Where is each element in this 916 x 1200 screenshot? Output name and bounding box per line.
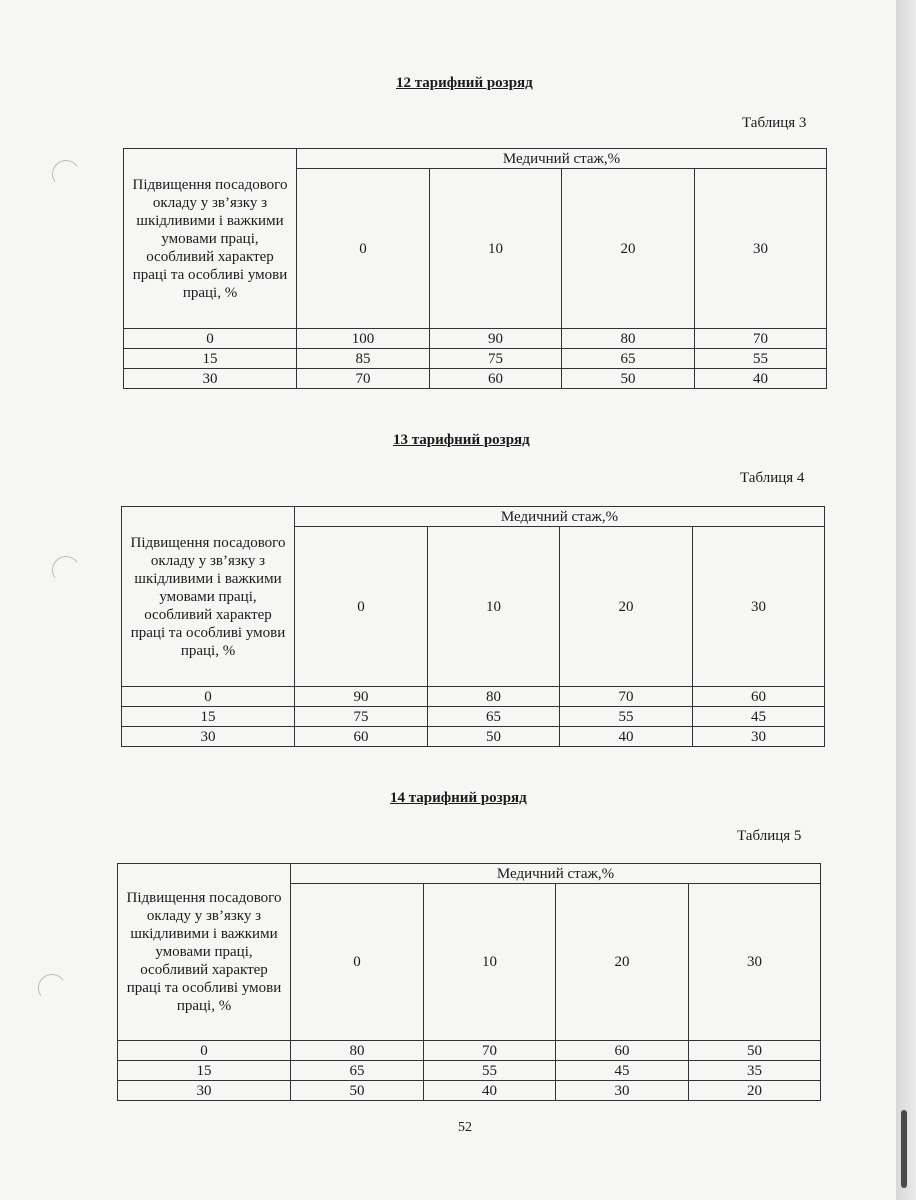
table-cell: 70 — [424, 1041, 556, 1061]
table-label: Таблиця 3 — [742, 115, 807, 131]
table-cell: 45 — [556, 1061, 689, 1081]
section-heading: 13 тарифний розряд — [393, 432, 530, 448]
row-label: 0 — [124, 329, 297, 349]
table-cell: 35 — [689, 1061, 821, 1081]
table-cell: 60 — [693, 687, 825, 707]
column-header: 30 — [689, 884, 821, 1041]
table-cell: 50 — [428, 727, 560, 747]
column-header: 20 — [562, 169, 695, 329]
table-cell: 20 — [689, 1081, 821, 1101]
table-cell: 40 — [695, 369, 827, 389]
table-cell: 55 — [695, 349, 827, 369]
table-cell: 50 — [689, 1041, 821, 1061]
table-label: Таблиця 4 — [740, 470, 805, 486]
table-cell: 65 — [291, 1061, 424, 1081]
table-cell: 45 — [693, 707, 825, 727]
table-cell: 50 — [562, 369, 695, 389]
table-cell: 40 — [560, 727, 693, 747]
table-cell: 55 — [424, 1061, 556, 1081]
column-header: 10 — [428, 527, 560, 687]
column-header: 0 — [295, 527, 428, 687]
row-header-cell: Підвищення посадового окладу у зв’язку з шкідливими і важкими умовами праці, особливий характер праці та особливі умови праці, % — [124, 149, 297, 329]
table-cell: 80 — [562, 329, 695, 349]
table-cell: 50 — [291, 1081, 424, 1101]
table-cell: 100 — [297, 329, 430, 349]
table-label: Таблиця 5 — [737, 828, 802, 844]
salary-table — [117, 863, 821, 1101]
section-heading: 12 тарифний розряд — [396, 75, 533, 91]
table-cell: 65 — [428, 707, 560, 727]
viewer-edge — [896, 0, 916, 1200]
row-header-cell: Підвищення посадового окладу у зв’язку з шкідливими і важкими умовами праці, особливий характер праці та особливі умови праці, % — [122, 507, 295, 687]
row-label: 0 — [122, 687, 295, 707]
row-label: 15 — [118, 1061, 291, 1081]
table-cell: 60 — [556, 1041, 689, 1061]
column-header: 0 — [291, 884, 424, 1041]
table-cell: 30 — [556, 1081, 689, 1101]
punch-hole — [36, 972, 68, 1004]
table-cell: 40 — [424, 1081, 556, 1101]
table-cell: 90 — [295, 687, 428, 707]
salary-table — [121, 506, 825, 747]
table-cell: 80 — [291, 1041, 424, 1061]
table-cell: 70 — [695, 329, 827, 349]
table-cell: 80 — [428, 687, 560, 707]
row-header-cell: Підвищення посадового окладу у зв’язку з шкідливими і важкими умовами праці, особливий характер праці та особливі умови праці, % — [118, 864, 291, 1041]
row-label: 0 — [118, 1041, 291, 1061]
row-label: 15 — [124, 349, 297, 369]
table-cell: 90 — [430, 329, 562, 349]
column-group-header: Медичний стаж,% — [291, 864, 821, 884]
column-group-header: Медичний стаж,% — [295, 507, 825, 527]
column-header: 20 — [560, 527, 693, 687]
column-header: 10 — [430, 169, 562, 329]
table-cell: 65 — [562, 349, 695, 369]
row-label: 30 — [124, 369, 297, 389]
table-cell: 30 — [693, 727, 825, 747]
row-label: 30 — [122, 727, 295, 747]
table-cell: 75 — [430, 349, 562, 369]
punch-hole — [50, 158, 82, 190]
table-cell: 70 — [297, 369, 430, 389]
table-cell: 70 — [560, 687, 693, 707]
row-label: 15 — [122, 707, 295, 727]
column-group-header: Медичний стаж,% — [297, 149, 827, 169]
row-label: 30 — [118, 1081, 291, 1101]
table-cell: 60 — [295, 727, 428, 747]
table-cell: 55 — [560, 707, 693, 727]
column-header: 0 — [297, 169, 430, 329]
punch-hole — [50, 554, 82, 586]
table-cell: 60 — [430, 369, 562, 389]
column-header: 30 — [693, 527, 825, 687]
table-cell: 85 — [297, 349, 430, 369]
section-heading: 14 тарифний розряд — [390, 790, 527, 806]
column-header: 10 — [424, 884, 556, 1041]
column-header: 30 — [695, 169, 827, 329]
table-cell: 75 — [295, 707, 428, 727]
column-header: 20 — [556, 884, 689, 1041]
page-number: 52 — [458, 1120, 472, 1135]
salary-table — [123, 148, 827, 389]
scrollbar-thumb[interactable] — [901, 1110, 907, 1188]
